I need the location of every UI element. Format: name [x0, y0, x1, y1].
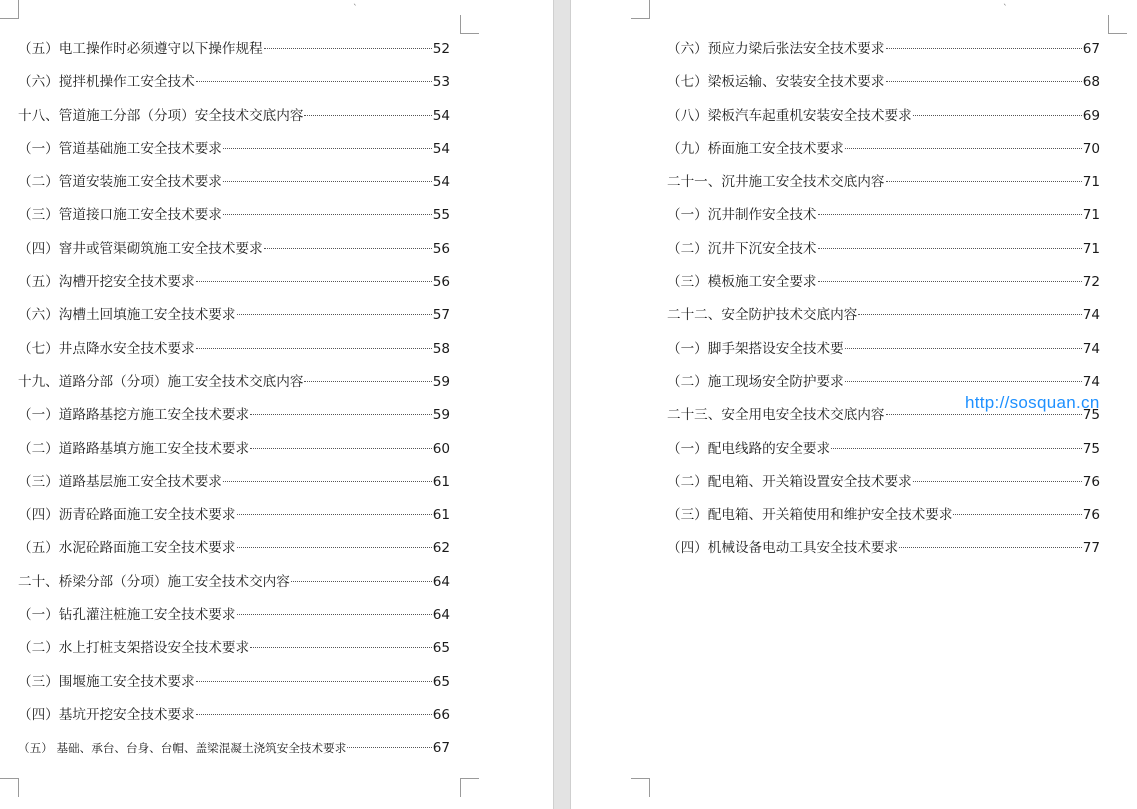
toc-entry[interactable]	[18, 333, 450, 366]
toc-entry-page-number: 69	[1082, 107, 1100, 124]
toc-entry-title: （二）管道安装施工安全技术要求	[18, 174, 222, 191]
toc-entry[interactable]	[18, 66, 450, 99]
crop-mark-top-left	[0, 0, 19, 19]
dot-leader	[223, 214, 432, 215]
dot-leader	[845, 148, 1082, 149]
dot-leader	[237, 614, 432, 615]
dot-leader	[196, 81, 432, 82]
dot-leader	[886, 181, 1082, 182]
dot-leader	[304, 115, 431, 116]
dot-leader	[291, 581, 432, 582]
dot-leader	[347, 747, 431, 748]
toc-entry-title: 二十一、沉井施工安全技术交底内容	[667, 174, 885, 191]
dot-leader	[250, 414, 432, 415]
toc-entry-page-number: 54	[432, 107, 450, 124]
toc-entry[interactable]	[18, 100, 450, 133]
toc-entry-page-number: 56	[432, 240, 450, 257]
toc-entry-title: 二十、桥梁分部（分项）施工安全技术交内容	[18, 573, 290, 590]
dot-leader	[886, 81, 1082, 82]
toc-entry-title: （三）管道接口施工安全技术要求	[18, 207, 222, 224]
toc-entry-title: 十九、道路分部（分项）施工安全技术交底内容	[18, 373, 304, 390]
toc-entry[interactable]	[667, 133, 1100, 166]
toc-entry-page-number: 58	[432, 340, 450, 357]
toc-entry[interactable]	[18, 599, 450, 632]
dot-leader	[831, 448, 1082, 449]
toc-entry-title: （四）机械设备电动工具安全技术要求	[667, 540, 899, 557]
watermark-url: http://sosquan.cn	[965, 393, 1100, 412]
toc-entry-page-number: 72	[1082, 274, 1100, 291]
toc-entry-page-number: 61	[432, 507, 450, 524]
toc-entry[interactable]	[18, 732, 450, 765]
toc-entry[interactable]	[18, 566, 450, 599]
toc-entry-page-number: 66	[432, 706, 450, 723]
dot-leader	[264, 48, 432, 49]
toc-entry-title: （三）模板施工安全要求	[667, 274, 817, 291]
dot-leader	[196, 681, 432, 682]
toc-entry[interactable]	[18, 233, 450, 266]
dot-leader	[818, 248, 1082, 249]
toc-entry[interactable]	[18, 499, 450, 532]
toc-entry-title: （二）配电箱、开关箱设置安全技术要求	[667, 473, 912, 490]
dot-leader	[845, 348, 1082, 349]
toc-entry-title: （五） 基础、承台、台身、台帽、盖梁混凝土浇筑安全技术要求	[18, 741, 347, 756]
dot-leader	[237, 547, 432, 548]
toc-entry[interactable]	[18, 133, 450, 166]
toc-entry-title: 二十二、安全防护技术交底内容	[667, 307, 858, 324]
toc-entry-page-number: 55	[432, 207, 450, 224]
toc-entry-title: （三）围堰施工安全技术要求	[18, 673, 195, 690]
toc-entry-title: （七）梁板运输、安装安全技术要求	[667, 74, 885, 91]
toc-entry[interactable]	[18, 399, 450, 432]
header-mark: `	[1003, 4, 1008, 14]
dot-leader	[237, 314, 432, 315]
dot-leader	[196, 714, 432, 715]
toc-entry[interactable]	[18, 666, 450, 699]
dot-leader	[196, 348, 432, 349]
toc-entry-title: （一）沉井制作安全技术	[667, 207, 817, 224]
toc-entry-page-number: 59	[432, 407, 450, 424]
dot-leader	[196, 281, 432, 282]
toc-entry-page-number: 64	[432, 607, 450, 624]
header-mark: `	[353, 4, 358, 14]
toc-entry-title: 二十三、安全用电安全技术交底内容	[667, 407, 885, 424]
dot-leader	[899, 547, 1082, 548]
toc-entry-page-number: 71	[1082, 240, 1100, 257]
dot-leader	[304, 381, 431, 382]
crop-mark-top-left	[631, 0, 650, 19]
toc-entry-page-number: 74	[1082, 307, 1100, 324]
toc-entry-title: （六）预应力梁后张法安全技术要求	[667, 41, 885, 57]
toc-entry[interactable]	[667, 66, 1100, 99]
toc-entry[interactable]	[667, 299, 1100, 332]
table-of-contents-left	[18, 33, 450, 766]
toc-entry-title: （二）沉井下沉安全技术	[667, 240, 817, 257]
toc-entry-title: （七）井点降水安全技术要求	[18, 340, 195, 357]
dot-leader	[250, 647, 432, 648]
toc-entry-title: （二）施工现场安全防护要求	[667, 373, 844, 390]
toc-entry-page-number: 65	[432, 673, 450, 690]
document-page-left	[0, 0, 553, 809]
dot-leader	[886, 414, 1082, 415]
toc-entry-page-number: 54	[432, 140, 450, 157]
toc-entry-title: （二）道路路基填方施工安全技术要求	[18, 440, 250, 457]
dot-leader	[818, 214, 1082, 215]
toc-entry-page-number: 59	[432, 373, 450, 390]
toc-entry[interactable]	[667, 433, 1100, 466]
toc-entry-page-number: 62	[432, 540, 450, 557]
toc-entry-title: （二）水上打桩支架搭设安全技术要求	[18, 640, 250, 657]
crop-mark-bottom-left	[631, 778, 650, 797]
toc-entry-title: （四）窨井或管渠砌筑施工安全技术要求	[18, 240, 263, 257]
toc-entry[interactable]	[18, 266, 450, 299]
toc-entry-page-number: 56	[432, 274, 450, 291]
toc-entry-title: （四）基坑开挖安全技术要求	[18, 706, 195, 723]
dot-leader	[223, 181, 432, 182]
dot-leader	[237, 514, 432, 515]
toc-entry[interactable]	[667, 100, 1100, 133]
toc-entry-page-number: 54	[432, 174, 450, 191]
toc-entry[interactable]	[18, 166, 450, 199]
toc-entry-title: （一）脚手架搭设安全技术要	[667, 340, 844, 357]
toc-entry-title: （五）电工操作时必须遵守以下操作规程	[18, 41, 263, 57]
crop-mark-top-right	[1108, 15, 1127, 34]
dot-leader	[818, 281, 1082, 282]
toc-entry-page-number: 52	[432, 41, 450, 57]
toc-entry-page-number: 68	[1082, 74, 1100, 91]
toc-entry-title: （六）搅拌机操作工安全技术	[18, 74, 195, 91]
toc-entry-title: （五）水泥砼路面施工安全技术要求	[18, 540, 236, 557]
dot-leader	[223, 481, 432, 482]
toc-entry-page-number: 75	[1082, 440, 1100, 457]
toc-entry-title: （三）配电箱、开关箱使用和维护安全技术要求	[667, 507, 953, 524]
toc-entry[interactable]	[18, 299, 450, 332]
toc-entry[interactable]	[667, 233, 1100, 266]
toc-entry-page-number: 71	[1082, 174, 1100, 191]
toc-entry-page-number: 53	[432, 74, 450, 91]
toc-entry-page-number: 60	[432, 440, 450, 457]
toc-entry-page-number: 57	[432, 307, 450, 324]
toc-entry-title: （三）道路基层施工安全技术要求	[18, 473, 222, 490]
toc-entry-page-number: 67	[432, 740, 450, 757]
dot-leader	[858, 314, 1081, 315]
crop-mark-top-right	[460, 15, 479, 34]
toc-entry[interactable]	[667, 333, 1100, 366]
toc-entry-page-number: 76	[1082, 473, 1100, 490]
dot-leader	[913, 115, 1082, 116]
toc-entry-title: （一）配电线路的安全要求	[667, 440, 831, 457]
toc-entry[interactable]	[667, 33, 1100, 66]
toc-entry[interactable]	[18, 433, 450, 466]
dot-leader	[223, 148, 432, 149]
dot-leader	[953, 514, 1081, 515]
dot-leader	[845, 381, 1082, 382]
toc-entry-page-number: 77	[1082, 540, 1100, 557]
toc-entry[interactable]	[18, 199, 450, 232]
toc-entry[interactable]	[667, 266, 1100, 299]
toc-entry-page-number: 65	[432, 640, 450, 657]
toc-entry-title: （四）沥青砼路面施工安全技术要求	[18, 507, 236, 524]
toc-entry-title: （九）桥面施工安全技术要求	[667, 140, 844, 157]
crop-mark-bottom-left	[0, 778, 19, 797]
toc-entry[interactable]	[667, 466, 1100, 499]
toc-entry[interactable]	[667, 166, 1100, 199]
dot-leader	[913, 481, 1082, 482]
toc-entry-title: （一）管道基础施工安全技术要求	[18, 140, 222, 157]
toc-entry[interactable]	[18, 532, 450, 565]
toc-entry-page-number: 74	[1082, 340, 1100, 357]
dot-leader	[886, 48, 1082, 49]
toc-entry-page-number: 70	[1082, 140, 1100, 157]
toc-entry[interactable]	[18, 366, 450, 399]
table-of-contents-right	[667, 33, 1100, 566]
toc-entry[interactable]	[667, 199, 1100, 232]
toc-entry-title: （六）沟槽土回填施工安全技术要求	[18, 307, 236, 324]
toc-entry-title: （八）梁板汽车起重机安装安全技术要求	[667, 107, 912, 124]
dot-leader	[264, 248, 432, 249]
toc-entry-page-number: 61	[432, 473, 450, 490]
toc-entry-page-number: 67	[1082, 41, 1100, 57]
toc-entry[interactable]	[667, 499, 1100, 532]
toc-entry-page-number: 75	[1082, 407, 1100, 424]
toc-entry[interactable]	[667, 532, 1100, 565]
toc-entry-page-number: 64	[432, 573, 450, 590]
toc-entry[interactable]	[18, 33, 450, 66]
toc-entry[interactable]	[18, 632, 450, 665]
toc-entry-title: 十八、管道施工分部（分项）安全技术交底内容	[18, 107, 304, 124]
crop-mark-bottom-right	[460, 778, 479, 797]
toc-entry-page-number: 71	[1082, 207, 1100, 224]
page-gutter	[553, 0, 571, 809]
toc-entry[interactable]	[18, 466, 450, 499]
toc-entry-title: （一）钻孔灌注桩施工安全技术要求	[18, 607, 236, 624]
toc-entry-title: （一）道路路基挖方施工安全技术要求	[18, 407, 250, 424]
toc-entry-page-number: 76	[1082, 507, 1100, 524]
dot-leader	[250, 448, 432, 449]
toc-entry-title: （五）沟槽开挖安全技术要求	[18, 274, 195, 291]
toc-entry-page-number: 74	[1082, 373, 1100, 390]
toc-entry[interactable]	[18, 699, 450, 732]
